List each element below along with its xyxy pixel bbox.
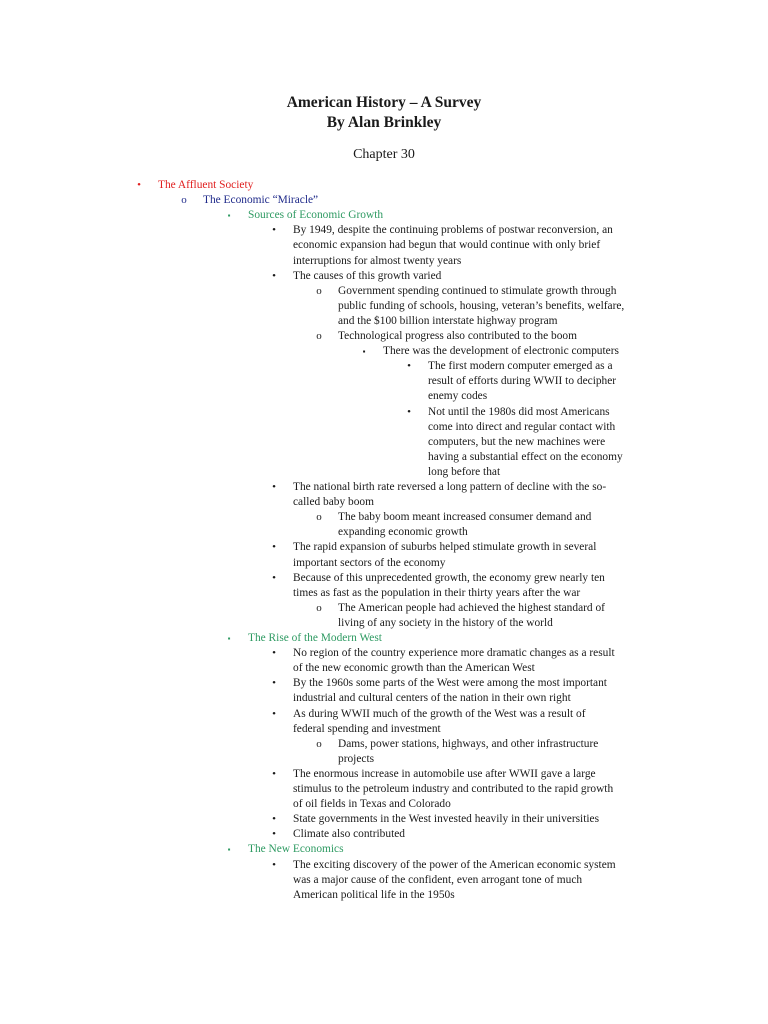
outline-item-line: of oil fields in Texas and Colorado [293, 798, 451, 811]
outline-item-line: times as fast as the population in their thirty years after the war [293, 586, 581, 599]
outline-item-line: computers, but the new machines were [428, 435, 606, 448]
outline-item-line: Sources of Economic Growth [248, 209, 384, 222]
bullet-marker: • [272, 677, 276, 690]
outline-item-line: living of any society in the history of the world [338, 616, 553, 629]
outline-item-line: Technological progress also contributed to the boom [338, 330, 577, 342]
outline-item-line: of the new economic growth than the American West [293, 662, 535, 675]
outline-item-line: interruptions for almost twenty years [293, 254, 462, 267]
bullet-marker: • [272, 269, 276, 282]
outline-item-line: The Affluent Society [158, 179, 254, 191]
outline-item-line: result of efforts during WWII to decipher [428, 375, 617, 388]
outline-item-line: American political life in the 1950s [293, 888, 455, 901]
outline-item-line: The enormous increase in automobile use after WWII gave a large [293, 767, 596, 780]
outline-item-line: Because of this unprecedented growth, the economy grew nearly ten [293, 571, 605, 584]
bullet-marker: o [181, 194, 187, 207]
outline-item-line: The Rise of the Modern West [248, 632, 382, 644]
outline-item-line: The baby boom meant increased consumer demand and [338, 511, 592, 524]
outline-item-line: The rapid expansion of suburbs helped stimulate growth in several [293, 541, 597, 554]
bullet-marker: • [272, 224, 276, 237]
outline-item-line: and the $100 billion interstate highway program [338, 314, 558, 327]
outline-item-line: industrial and cultural centers of the nation in their own right [293, 692, 571, 705]
bullet-marker: • [272, 571, 276, 584]
outline-item-line: The causes of this growth varied [293, 269, 442, 282]
outline-item-line: come into direct and regular contact with [428, 420, 616, 433]
bullet-marker: ▪ [227, 634, 231, 643]
bullet-marker: • [272, 707, 276, 720]
outline-item-line: The New Economics [248, 843, 344, 856]
outline-item-line: The Economic “Miracle” [203, 194, 319, 207]
outline-item-line: public funding of schools, housing, veteran’s benefits, welfare, [338, 299, 625, 312]
bullet-marker: • [272, 813, 276, 826]
document-author: By Alan Brinkley [326, 114, 442, 131]
outline-item-line: called baby boom [293, 496, 374, 509]
outline-item-line: No region of the country experience more dramatic changes as a result [293, 647, 615, 660]
outline-item-line: By 1949, despite the continuing problems of postwar reconversion, an [293, 224, 613, 237]
outline-item-line: State governments in the West invested heavily in their universities [293, 813, 600, 826]
bullet-marker: • [407, 405, 411, 418]
outline-item-line: The national birth rate reversed a long pattern of decline with the so- [293, 481, 607, 493]
bullet-marker: o [316, 511, 322, 524]
bullet-marker: • [272, 647, 276, 660]
bullet-marker: • [272, 767, 276, 780]
bullet-marker: ▪ [227, 211, 231, 221]
chapter-heading: Chapter 30 [353, 147, 415, 162]
outline-item-line: expanding economic growth [338, 526, 468, 539]
outline-item-line: having a substantial effect on the economy [428, 450, 623, 463]
outline-item-line: There was the development of electronic computers [383, 345, 619, 358]
bullet-marker: o [316, 737, 322, 750]
outline-item-line: Dams, power stations, highways, and other infrastructure [338, 737, 599, 750]
outline-item-line: federal spending and investment [293, 722, 441, 735]
bullet-marker: ▪ [362, 347, 366, 357]
bullet-marker: • [272, 828, 276, 841]
outline-item-line: stimulus to the petroleum industry and contributed to the rapid growth [293, 783, 614, 795]
outline-item-line: The American people had achieved the highest standard of [338, 601, 605, 614]
outline-item-line: projects [338, 752, 375, 765]
outline-item-line: economic expansion had begun that would continue with only brief [293, 239, 601, 252]
bullet-marker: • [407, 360, 411, 373]
outline-item-line: enemy codes [428, 390, 488, 403]
document-title: American History – A Survey [286, 94, 482, 111]
bullet-marker: • [272, 858, 276, 871]
bullet-marker: o [316, 330, 322, 342]
outline-item-line: As during WWII much of the growth of the West was a result of [293, 707, 586, 720]
bullet-marker: o [316, 284, 322, 297]
outline-item-line: The exciting discovery of the power of the American economic system [293, 858, 616, 871]
outline-item-line: By the 1960s some parts of the West were among the most important [293, 677, 607, 690]
outline-item-line: was a major cause of the confident, even arrogant tone of much [293, 873, 583, 886]
bullet-marker: o [316, 601, 322, 614]
outline-item-line: long before that [428, 465, 501, 478]
bullet-marker: • [272, 481, 276, 493]
outline-item-line: Climate also contributed [293, 828, 405, 841]
bullet-marker: ▪ [227, 845, 231, 855]
outline-item-line: The first modern computer emerged as a [428, 360, 613, 373]
bullet-marker: • [137, 179, 141, 191]
outline-item-line: important sectors of the economy [293, 556, 446, 569]
outline-item-line: Not until the 1980s did most Americans [428, 405, 610, 418]
bullet-marker: • [272, 541, 276, 554]
outline-item-line: Government spending continued to stimulate growth through [338, 284, 617, 297]
